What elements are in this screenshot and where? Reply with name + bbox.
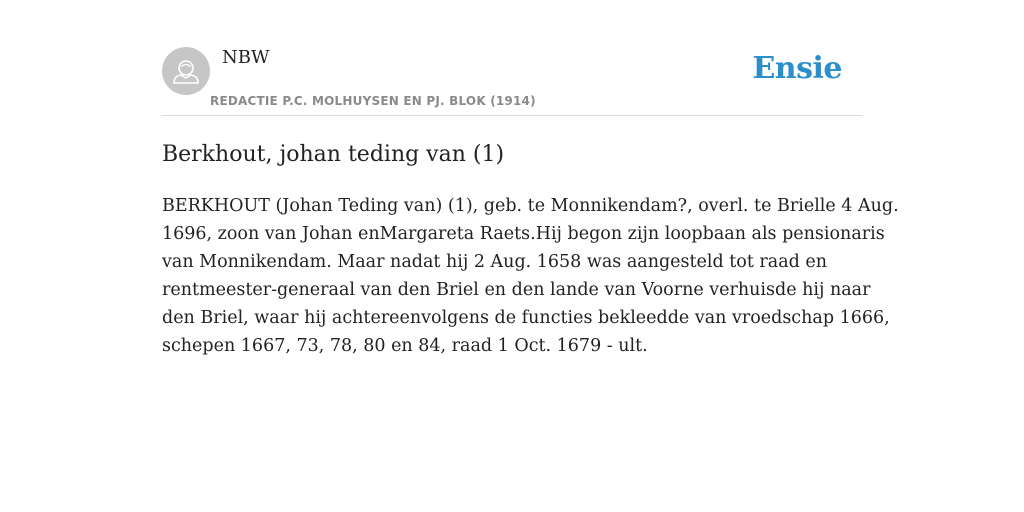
entry-card xyxy=(162,0,899,356)
body-line: BERKHOUT (Johan Teding van) (1), geb. te Monnikendam?, overl. te Brielle 4 Aug. xyxy=(162,196,899,216)
entry-title: Berkhout, johan teding van (1) xyxy=(162,142,505,167)
body-line: van Monnikendam. Maar nadat hij 2 Aug. 1658 was aangesteld tot raad en xyxy=(162,252,828,272)
source-subtitle: REDACTIE P.C. MOLHUYSEN EN PJ. BLOK (1914) xyxy=(210,94,536,108)
entry-body xyxy=(162,192,899,360)
user-placeholder-icon xyxy=(162,47,210,95)
source-header xyxy=(162,0,862,116)
body-line: 1696, zoon van Johan enMargareta Raets.Hij begon zijn loopbaan als pensionaris xyxy=(162,224,885,244)
body-line: schepen 1667, 73, 78, 80 en 84, raad 1 Oct. 1679 - ult. xyxy=(162,336,648,356)
body-line: rentmeester-generaal van den Briel en den lande van Voorne verhuisde hij naar xyxy=(162,280,871,300)
avatar[interactable] xyxy=(162,47,210,95)
body-line: den Briel, waar hij achtereenvolgens de functies bekleedde van vroedschap 1666, xyxy=(162,308,890,328)
source-name[interactable]: NBW xyxy=(222,47,270,68)
ensie-logo[interactable]: Ensie xyxy=(752,51,842,86)
